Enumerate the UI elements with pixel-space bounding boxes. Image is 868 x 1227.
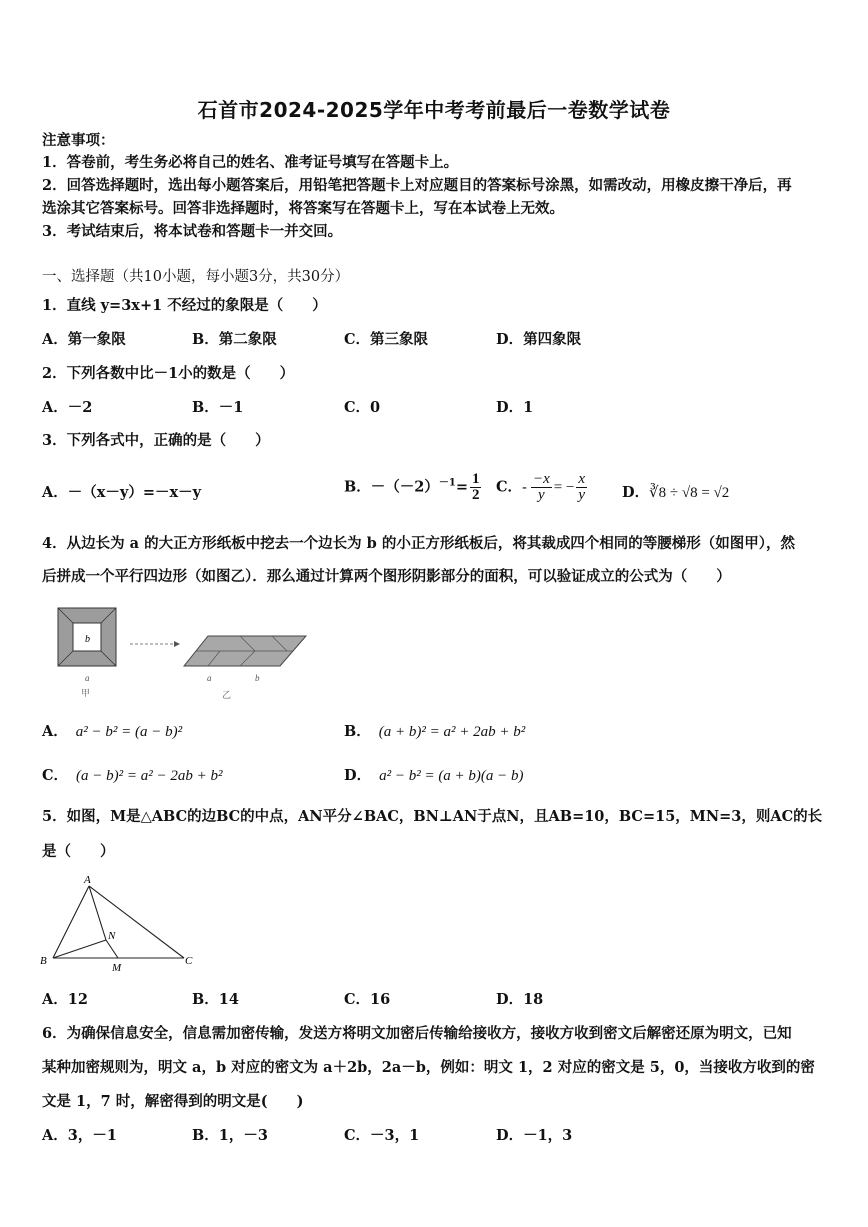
notes-heading: 注意事项： <box>42 132 115 149</box>
q3b-fraction <box>470 472 482 503</box>
q4d-formula: a² − b² = (a + b)(a − b) <box>379 768 524 784</box>
question-2-stem: 2．下列各数中比－1小的数是（ ） <box>42 365 295 382</box>
question-3-stem: 3．下列各式中，正确的是（ ） <box>42 432 270 449</box>
figure-yi-parallelogram <box>184 636 306 700</box>
question-6-option-d[interactable]: D．－1，3 <box>496 1127 573 1144</box>
question-4-stem-line2: 后拼成一个平行四边形（如图乙）．那么通过计算两个图形阴影部分的面积，可以验证成立的公式为（ ） <box>42 568 731 585</box>
question-6-stem-line2: 某种加密规则为，明文 a，b 对应的密文为 a＋2b，2a－b，例如：明文 1，2 对应的密文是 5，0，当接收方收到的密 <box>42 1059 815 1076</box>
q3c-equals: = − <box>553 479 575 496</box>
q3b-exponent: －1 <box>438 477 456 489</box>
q4b-label: B． <box>344 723 371 740</box>
note-item-1: 1．答卷前，考生务必将自己的姓名、准考证号填写在答题卡上。 <box>42 154 459 171</box>
question-6-option-c[interactable]: C．－3，1 <box>344 1127 420 1144</box>
page-title: 石首市2024-2025学年中考考前最后一卷数学试卷 <box>197 98 671 122</box>
question-5-option-a[interactable]: A．12 <box>42 991 88 1008</box>
figure-yi-label-b: b <box>255 673 260 683</box>
triangle-label-c: C <box>185 955 193 967</box>
q4c-label: C． <box>42 767 69 784</box>
figure-jia-label-b: b <box>85 634 90 645</box>
figure-jia-square <box>58 608 116 698</box>
question-5-option-c[interactable]: C．16 <box>344 991 391 1008</box>
q4d-label: D． <box>344 767 372 784</box>
q3c-fraction-right <box>576 472 587 503</box>
q3b-prefix: B．－（－2） <box>344 478 439 496</box>
question-4-option-d[interactable] <box>344 766 524 786</box>
q3c-den1: y <box>538 487 545 503</box>
figure-jia-label-a: a <box>85 673 90 683</box>
question-6-stem-line1: 6．为确保信息安全，信息需加密传输，发送方将明文加密后传输给接收方，接收方收到密文后解密还原为明文，已知 <box>42 1025 792 1042</box>
triangle-label-n: N <box>108 930 116 942</box>
q3c-fraction-left <box>531 472 552 503</box>
arrow-icon <box>130 641 180 647</box>
question-1-option-c[interactable]: C．第三象限 <box>344 331 429 348</box>
q3c-num1: −x <box>532 471 550 487</box>
q3d-expression: ∛8 ÷ √8 = √2 <box>649 485 730 501</box>
question-6-stem-line3: 文是 1，7 时，解密得到的明文是( ) <box>42 1093 304 1110</box>
question-3-option-c[interactable] <box>496 472 589 503</box>
question-1-stem: 1．直线 y=3x+1 不经过的象限是（ ） <box>42 297 327 314</box>
figure-yi-label-a: a <box>207 673 212 683</box>
question-2-option-a[interactable]: A．－2 <box>42 399 93 416</box>
q4b-formula: (a + b)² = a² + 2ab + b² <box>378 724 526 740</box>
note-item-2-line1: 2．回答选择题时，选出每小题答案后，用铅笔把答题卡上对应题目的答案标号涂黑，如需改动，用橡皮擦干净后，再 <box>42 177 792 194</box>
question-5-stem-line1: 5．如图，M是△ABC的边BC的中点，AN平分∠BAC，BN⊥AN于点N，且AB=10，BC=15，MN=3，则AC的长 <box>42 808 823 825</box>
question-5-option-b[interactable]: B．14 <box>192 991 239 1008</box>
q3b-equals: = <box>455 478 468 496</box>
question-4-option-a[interactable] <box>42 722 182 742</box>
q3d-label: D． <box>622 484 650 501</box>
question-1-option-a[interactable]: A．第一象限 <box>42 331 126 348</box>
figure-yi-caption: 乙 <box>222 690 232 700</box>
q3c-den2: y <box>578 487 586 503</box>
question-6-option-a[interactable]: A．3，－1 <box>42 1127 117 1144</box>
q3b-numerator: 1 <box>471 471 480 487</box>
note-item-2-line2: 选涂其它答案标号。回答非选择题时，将答案写在答题卡上，写在本试卷上无效。 <box>42 200 564 217</box>
q3c-label: C． <box>496 478 523 496</box>
question-1-option-b[interactable]: B．第二象限 <box>192 331 277 348</box>
question-4-figure <box>50 602 320 702</box>
question-5-triangle-figure <box>36 870 206 978</box>
triangle-label-a: A <box>84 874 91 886</box>
figure-jia-caption: 甲 <box>81 688 91 698</box>
question-4-option-c[interactable] <box>42 766 223 786</box>
question-5-stem-line2: 是（ ） <box>42 843 115 860</box>
question-4-option-b[interactable] <box>344 722 525 742</box>
q3c-num2: x <box>578 471 586 487</box>
triangle-label-b: B <box>40 955 47 967</box>
q4a-formula: a² − b² = (a − b)² <box>75 724 183 740</box>
question-6-option-b[interactable]: B．1，－3 <box>192 1127 268 1144</box>
question-3-option-b[interactable] <box>344 472 483 503</box>
q3b-denominator: 2 <box>471 487 480 503</box>
question-5-option-d[interactable]: D．18 <box>496 991 544 1008</box>
triangle-label-m: M <box>112 962 122 974</box>
q3c-minus: - <box>522 479 527 496</box>
question-3-option-d[interactable] <box>622 483 729 503</box>
question-2-option-c[interactable]: C．0 <box>344 399 381 416</box>
note-item-3: 3．考试结束后，将本试卷和答题卡一并交回。 <box>42 223 343 240</box>
question-1-option-d[interactable]: D．第四象限 <box>496 331 582 348</box>
question-2-option-d[interactable]: D．1 <box>496 399 534 416</box>
section-heading: 一、选择题（共10小题，每小题3分，共30分） <box>42 269 350 285</box>
question-3-option-a[interactable]: A．－（x－y）=－x－y <box>42 484 202 501</box>
q4a-label: A． <box>42 723 68 740</box>
question-2-option-b[interactable]: B．－1 <box>192 399 244 416</box>
question-4-stem-line1: 4．从边长为 a 的大正方形纸板中挖去一个边长为 b 的小正方形纸板后，将其裁成四个相同的等腰梯形（如图甲），然 <box>42 535 796 552</box>
q4c-formula: (a − b)² = a² − 2ab + b² <box>76 768 223 784</box>
